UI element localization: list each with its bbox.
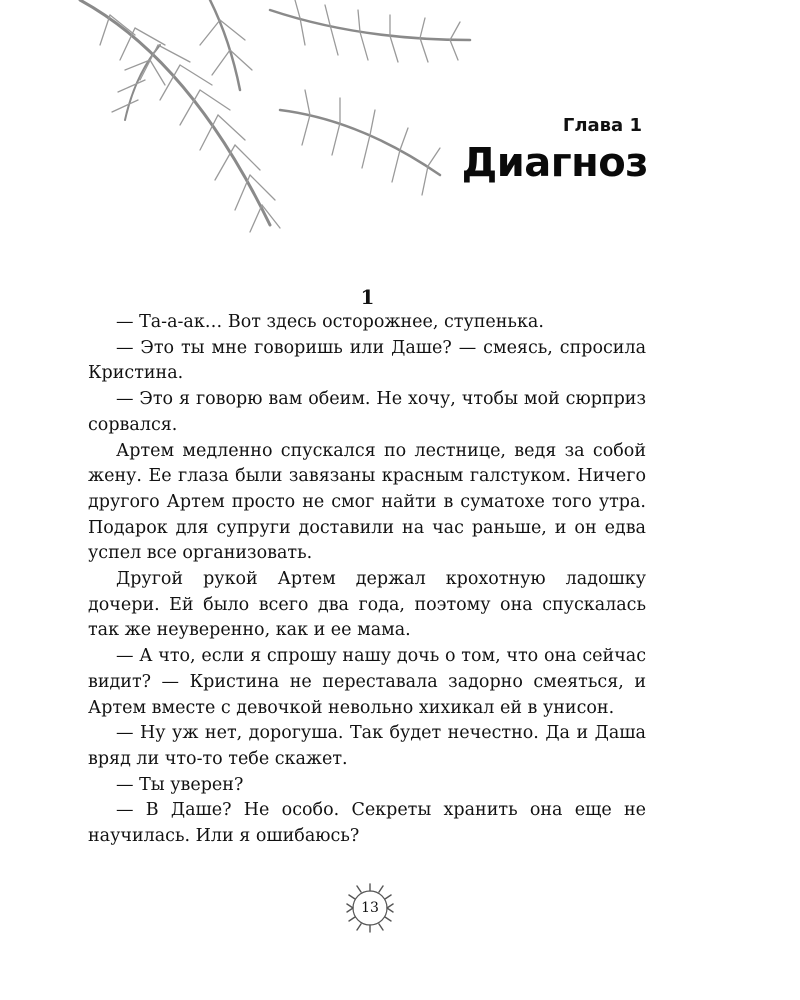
page-number: 13	[361, 900, 379, 916]
paragraph: — Ты уверен?	[116, 774, 244, 795]
paragraph: — А что, если я спрошу нашу дочь о том, что она сейчас видит? — Кристина не переставала задорно смеяться, и Артем вместе с девочкой невольно хихикал ей в унисон.	[88, 646, 646, 718]
body-text	[88, 310, 646, 850]
paragraph: — В Даше? Не особо. Секреты хранить она еще не научилась. Или я ошибаюсь?	[88, 800, 646, 847]
chapter-label: Глава 1	[562, 115, 642, 136]
pine-branch-illustration	[40, 0, 510, 240]
paragraph: — Это ты мне говоришь или Даше? — смеясь, спросила Кристина.	[88, 337, 646, 384]
page-number-badge	[339, 881, 401, 935]
paragraph: — Та-а-ак… Вот здесь осторожнее, ступенька.	[116, 312, 544, 332]
paragraph: — Ну уж нет, дорогуша. Так будет нечестно. Да и Даша вряд ли что-то тебе скажет.	[88, 723, 646, 769]
paragraph: — Это я говорю вам обеим. Не хочу, чтобы мой сюрприз сорвался.	[88, 389, 646, 435]
paragraph: Другой рукой Артем держал крохотную ладошку дочери. Ей было всего два года, поэтому она спускалась так же неуверенно, как и ее мама.	[88, 569, 646, 641]
paragraph: Артем медленно спускался по лестнице, ведя за собой жену. Ее глаза были завязаны красным галстуком. Ничего другого Артем просто не смог найти в суматохе того утра. Подарок для супруги доставили на час раньше, и он едва успел все организовать.	[88, 440, 646, 564]
section-number: 1	[360, 285, 375, 309]
chapter-title: Диагноз	[461, 140, 648, 186]
